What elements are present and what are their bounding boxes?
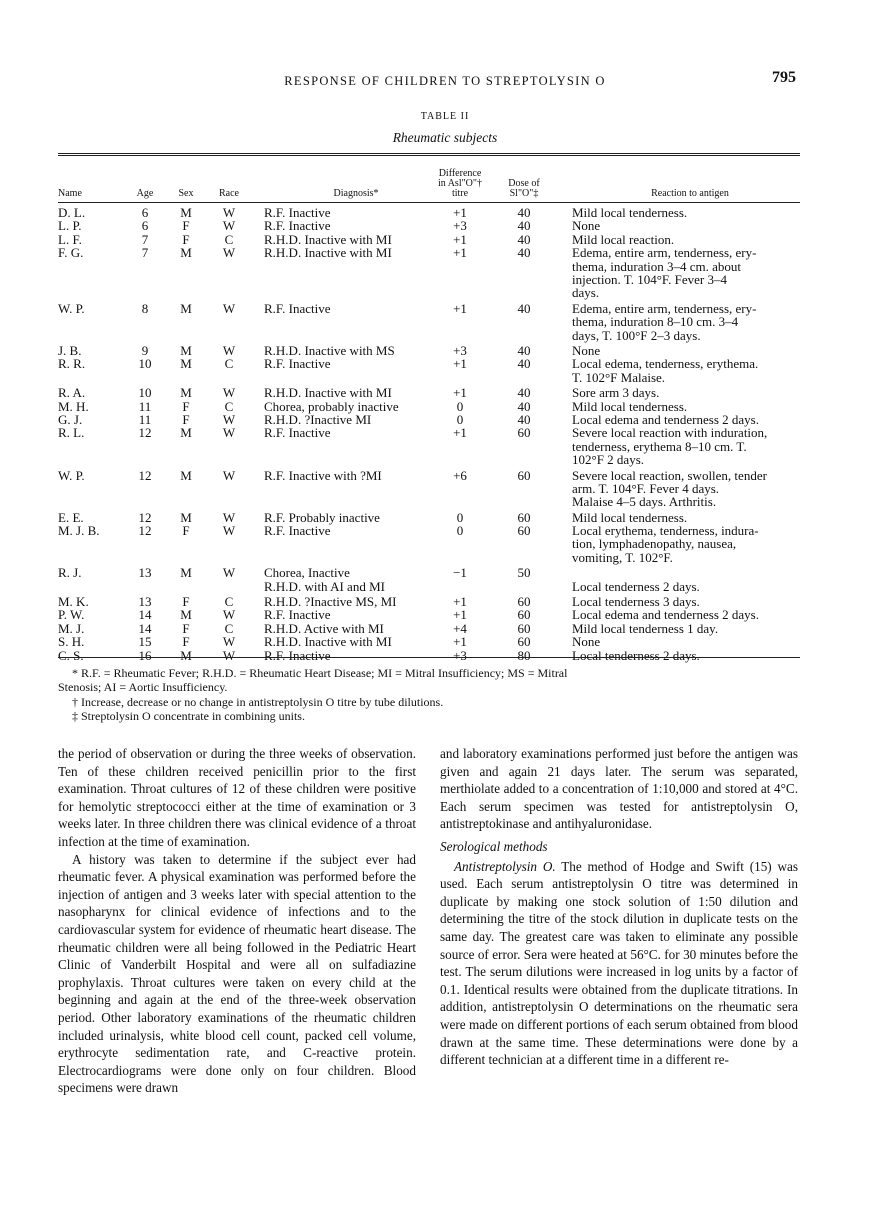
cell-dose: 50 <box>517 565 531 581</box>
cell-name: C. S. <box>58 647 84 663</box>
table-label: TABLE II <box>420 111 470 122</box>
cell-name: J. B. <box>58 342 82 358</box>
cell-difference: +1 <box>453 300 467 316</box>
cell-reaction: Edema, entire arm, tenderness, ery- thema, induration 3–4 cm. about injection. T. 104°F. Fever 3–4 days. <box>572 245 757 301</box>
cell-diagnosis: R.F. Inactive <box>264 218 331 234</box>
cell-diagnosis: R.H.D. Active with MI <box>264 620 384 636</box>
cell-name: D. L. <box>58 205 86 220</box>
cell-sex: M <box>180 565 192 581</box>
cell-dose: 60 <box>517 620 531 636</box>
cell-sex: F <box>182 523 190 539</box>
header-sex: Sex <box>178 188 194 199</box>
cell-sex: F <box>182 398 190 414</box>
cell-name: R. A. <box>58 385 86 401</box>
cell-difference: +1 <box>453 231 467 247</box>
cell-reaction: Severe local reaction, swollen, tender arm. T. 104°F. Fever 4 days. Malaise 4–5 days. Arthritis. <box>572 467 767 510</box>
cell-difference: +1 <box>453 385 467 401</box>
cell-reaction: Local edema, tenderness, erythema. T. 102°F Malaise. <box>572 356 759 385</box>
cell-sex: M <box>180 385 192 401</box>
cell-reaction: Mild local tenderness 1 day. <box>572 620 719 636</box>
cell-dose: 40 <box>517 300 531 316</box>
cell-diagnosis: R.F. Inactive <box>264 523 331 539</box>
cell-age: 12 <box>138 467 152 483</box>
cell-dose: 40 <box>517 218 531 234</box>
right-paragraph-2-text: The method of Hodge and Swift (15) was used. Each serum antistreptolysin O titre was determined in duplicate by making one stock solution of 1:50 dilution and determining the titre of the stock dilution in duplicate tests on the same day. The greatest care was taken to eliminate any possible source of error. Sera were heated at 56°C. for 30 minutes before the test. The serum dilutions were increased in log units by a factor of 0.1. Identical results were obtained from the duplicate titrations. In addition, antistreptolysin O determinations on the rheumatic sera were made on different portions of each serum obtained from blood drawn at the same time. These determinations were done by a different technician at a different time in a different re- <box>440 858 798 1068</box>
cell-difference: 0 <box>456 509 464 525</box>
cell-dose: 60 <box>517 634 531 650</box>
cell-age: 6 <box>141 205 149 220</box>
cell-difference: +4 <box>453 620 467 636</box>
cell-age: 11 <box>138 398 152 414</box>
cell-difference: +6 <box>453 467 467 483</box>
cell-diagnosis: R.F. Inactive <box>264 356 331 372</box>
cell-dose: 40 <box>517 245 531 261</box>
cell-difference: +1 <box>453 425 467 441</box>
cell-diagnosis: R.H.D. Inactive with MI <box>264 634 392 650</box>
cell-sex: M <box>180 356 192 372</box>
cell-difference: +3 <box>453 342 467 358</box>
cell-dose: 60 <box>517 425 531 441</box>
cell-age: 11 <box>138 411 152 427</box>
header-race: Race <box>219 188 239 199</box>
cell-reaction: Mild local reaction. <box>572 231 675 247</box>
right-paragraph-2 <box>440 858 798 1069</box>
left-column <box>58 745 416 1097</box>
cell-sex: M <box>180 467 192 483</box>
cell-age: 14 <box>138 620 152 636</box>
table-row <box>0 511 890 524</box>
cell-dose: 40 <box>517 411 531 427</box>
cell-race: W <box>222 647 236 663</box>
cell-difference: +1 <box>453 245 467 261</box>
cell-name: M. J. <box>58 620 85 636</box>
cell-race: W <box>222 300 236 316</box>
run-in-heading: Antistreptolysin O. <box>454 858 556 874</box>
table-row <box>0 206 890 219</box>
table-row <box>0 302 890 344</box>
cell-name: R. L. <box>58 425 85 441</box>
cell-diagnosis: R.H.D. Inactive with MI <box>264 385 392 401</box>
cell-reaction: Mild local tenderness. <box>572 509 688 525</box>
table-bottom-rule <box>58 657 800 658</box>
cell-difference: +1 <box>453 607 467 623</box>
cell-difference: +3 <box>453 218 467 234</box>
header-reaction: Reaction to antigen <box>651 188 729 199</box>
cell-race: C <box>224 398 234 414</box>
table-header-rule <box>58 202 800 203</box>
cell-reaction: Local tenderness 2 days. <box>572 647 700 663</box>
cell-diagnosis: R.H.D. Inactive with MI <box>264 231 392 247</box>
header-dose: Dose of Sl"O"‡ <box>508 178 540 199</box>
cell-sex: M <box>180 607 192 623</box>
table-row <box>0 386 890 399</box>
table-row <box>0 622 890 635</box>
footnote-star: * R.F. = Rheumatic Fever; R.H.D. = Rheumatic Heart Disease; MI = Mitral Insufficiency; MS = Mitral Stenosis; AI = Aortic Insufficiency. <box>58 666 568 694</box>
cell-difference: +3 <box>453 647 467 663</box>
cell-diagnosis: R.F. Inactive <box>264 607 331 623</box>
cell-sex: M <box>180 647 192 663</box>
cell-race: W <box>222 607 236 623</box>
cell-sex: F <box>182 620 190 636</box>
cell-sex: M <box>180 205 192 220</box>
cell-race: W <box>222 634 236 650</box>
cell-name: G. J. <box>58 411 83 427</box>
cell-reaction: Local erythema, tenderness, indura- tion, lymphadenopathy, nausea, vomiting, T. 102°F. <box>572 523 759 565</box>
cell-race: W <box>222 411 236 427</box>
cell-name: M. K. <box>58 594 89 610</box>
cell-diagnosis: R.H.D. Inactive with MS <box>264 342 395 358</box>
cell-race: W <box>222 467 236 483</box>
cell-age: 13 <box>138 565 152 581</box>
cell-name: M. H. <box>58 398 89 414</box>
cell-difference: 0 <box>456 523 464 539</box>
header-difference: Difference in Asl"O"† titre <box>437 168 482 199</box>
cell-dose: 60 <box>517 509 531 525</box>
cell-dose: 60 <box>517 467 531 483</box>
footnote-ddagger: ‡ Streptolysin O concentrate in combining units. <box>72 709 305 723</box>
cell-age: 10 <box>138 385 152 401</box>
left-paragraph-2: A history was taken to determine if the subject ever had rheumatic fever. A physical examination was performed before the injection of antigen and 3 weeks later with special attention to the nasopharynx for clinical evidence of infections and to the cardiovascular system for evidence of rheumatic heart disease. The rheumatic children were all being followed in the Pediatric Heart Clinic of Vanderbilt Hospital and were all on sulfadiazine prophylaxis. Throat cultures were taken on every child at the beginning and again at the end of the three-week observation period. Other laboratory examinations of the rheumatic children included urinalysis, white blood cell count, packed cell volume, erythrocyte sedimentation rate, and C-reactive protein. Electrocardiograms were done only on four children. Blood specimens were drawn <box>58 851 416 1096</box>
cell-name: P. W. <box>58 607 85 623</box>
cell-diagnosis: R.F. Inactive <box>264 300 331 316</box>
cell-dose: 60 <box>517 594 531 610</box>
cell-reaction: Local edema and tenderness 2 days. <box>572 607 759 623</box>
table-row <box>0 246 890 302</box>
table-row <box>0 649 890 662</box>
cell-difference: 0 <box>456 398 464 414</box>
cell-age: 9 <box>141 342 149 358</box>
right-column <box>440 745 798 1069</box>
cell-sex: F <box>182 634 190 650</box>
cell-diagnosis: R.F. Probably inactive <box>264 509 380 525</box>
cell-name: E. E. <box>58 509 84 525</box>
cell-diagnosis: R.H.D. Inactive with MI <box>264 245 392 261</box>
cell-reaction: None <box>572 342 601 358</box>
table-top-rule <box>58 153 800 156</box>
cell-reaction: Local edema and tenderness 2 days. <box>572 411 759 427</box>
cell-dose: 60 <box>517 607 531 623</box>
cell-dose: 60 <box>517 523 531 539</box>
table-row <box>0 426 890 468</box>
running-head: RESPONSE OF CHILDREN TO STREPTOLYSIN O <box>284 74 606 88</box>
cell-race: W <box>222 523 236 539</box>
table-row <box>0 566 890 595</box>
cell-age: 7 <box>141 245 149 261</box>
cell-race: W <box>222 205 236 220</box>
cell-name: L. P. <box>58 218 82 234</box>
table-row <box>0 608 890 621</box>
table-row <box>0 595 890 608</box>
table-row <box>0 413 890 426</box>
cell-sex: M <box>180 245 192 261</box>
table-row <box>0 344 890 357</box>
cell-sex: F <box>182 411 190 427</box>
cell-name: M. J. B. <box>58 523 100 539</box>
table-row <box>0 233 890 246</box>
cell-diagnosis: Chorea, probably inactive <box>264 398 399 414</box>
cell-sex: F <box>182 218 190 234</box>
cell-age: 10 <box>138 356 152 372</box>
cell-diagnosis: R.H.D. ?Inactive MS, MI <box>264 594 397 610</box>
cell-reaction: Mild local tenderness. <box>572 398 688 414</box>
cell-diagnosis: Chorea, Inactive R.H.D. with AI and MI <box>264 565 385 594</box>
cell-age: 8 <box>141 300 149 316</box>
section-heading: Serological methods <box>440 838 548 854</box>
right-paragraph-1: and laboratory examinations performed just before the antigen was given and again 21 days later. The serum was separated, merthiolate added to a concentration of 1:10,000 and stored at 4°C. Each serum specimen was tested for antistreptolysin O, antistreptokinase and antihyaluronidase. <box>440 746 798 832</box>
cell-name: F. G. <box>58 245 84 261</box>
footnote-dagger: † Increase, decrease or no change in antistreptolysin O titre by tube dilutions. <box>72 695 444 709</box>
cell-difference: −1 <box>453 565 467 581</box>
cell-reaction: None <box>572 634 601 650</box>
table-row <box>0 469 890 511</box>
cell-name: R. R. <box>58 356 86 372</box>
cell-age: 12 <box>138 523 152 539</box>
cell-race: W <box>222 509 236 525</box>
cell-difference: +1 <box>453 205 467 220</box>
cell-name: R. J. <box>58 565 82 581</box>
cell-reaction: Local tenderness 3 days. <box>572 594 700 610</box>
cell-reaction: Local tenderness 2 days. <box>572 578 700 594</box>
cell-name: L. F. <box>58 231 82 247</box>
cell-dose: 40 <box>517 342 531 358</box>
cell-race: W <box>222 565 236 581</box>
cell-sex: M <box>180 300 192 316</box>
table-title: Rheumatic subjects <box>392 130 498 145</box>
cell-difference: 0 <box>456 411 464 427</box>
cell-sex: M <box>180 509 192 525</box>
cell-diagnosis: R.F. Inactive with ?MI <box>264 467 382 483</box>
cell-dose: 40 <box>517 205 531 220</box>
cell-age: 13 <box>138 594 152 610</box>
cell-race: W <box>222 342 236 358</box>
cell-diagnosis: R.F. Inactive <box>264 425 331 441</box>
table-row <box>0 219 890 232</box>
cell-race: C <box>224 231 234 247</box>
header-age: Age <box>136 188 154 199</box>
cell-dose: 40 <box>517 231 531 247</box>
table-body <box>0 206 890 662</box>
cell-age: 14 <box>138 607 152 623</box>
table-row <box>0 357 890 386</box>
cell-age: 7 <box>141 231 149 247</box>
cell-difference: +1 <box>453 634 467 650</box>
cell-race: C <box>224 356 234 372</box>
cell-age: 16 <box>138 647 152 663</box>
header-diagnosis: Diagnosis* <box>333 188 379 199</box>
cell-dose: 40 <box>517 398 531 414</box>
table-row <box>0 635 890 648</box>
cell-dose: 40 <box>517 356 531 372</box>
cell-reaction: Severe local reaction with induration, tenderness, erythema 8–10 cm. T. 102°F 2 days. <box>572 425 768 468</box>
cell-sex: M <box>180 425 192 441</box>
left-paragraph-1: the period of observation or during the three weeks of observation. Ten of these children received penicillin prior to the first examination. Throat cultures of 12 of these children were positive for hemolytic streptococci either at the time of examination or 3 weeks later. In three children there was clinical evidence of a throat infection at the time of examination. <box>58 746 416 849</box>
cell-difference: +1 <box>453 594 467 610</box>
cell-sex: M <box>180 342 192 358</box>
cell-reaction: None <box>572 218 601 234</box>
cell-race: W <box>222 245 236 261</box>
cell-diagnosis: R.H.D. ?Inactive MI <box>264 411 372 427</box>
cell-age: 12 <box>138 425 152 441</box>
cell-difference: +1 <box>453 356 467 372</box>
cell-name: W. P. <box>58 467 85 483</box>
cell-reaction: Edema, entire arm, tenderness, ery- thema, induration 8–10 cm. 3–4 days, T. 100°F 2–3 days. <box>572 300 757 343</box>
cell-diagnosis: R.F. Inactive <box>264 647 331 663</box>
cell-age: 15 <box>138 634 152 650</box>
cell-name: S. H. <box>58 634 85 650</box>
cell-dose: 80 <box>517 647 531 663</box>
cell-diagnosis: R.F. Inactive <box>264 205 331 220</box>
cell-race: W <box>222 218 236 234</box>
cell-dose: 40 <box>517 385 531 401</box>
cell-sex: F <box>182 594 190 610</box>
cell-race: W <box>222 385 236 401</box>
table-row <box>0 524 890 566</box>
cell-age: 6 <box>141 218 149 234</box>
table-row <box>0 400 890 413</box>
cell-race: C <box>224 594 234 610</box>
cell-name: W. P. <box>58 300 85 316</box>
cell-sex: F <box>182 231 190 247</box>
page-number: 795 <box>772 69 796 86</box>
header-name: Name <box>58 188 82 199</box>
cell-race: C <box>224 620 234 636</box>
cell-reaction: Mild local tenderness. <box>572 205 688 220</box>
cell-race: W <box>222 425 236 441</box>
cell-age: 12 <box>138 509 152 525</box>
cell-reaction: Sore arm 3 days. <box>572 385 660 401</box>
